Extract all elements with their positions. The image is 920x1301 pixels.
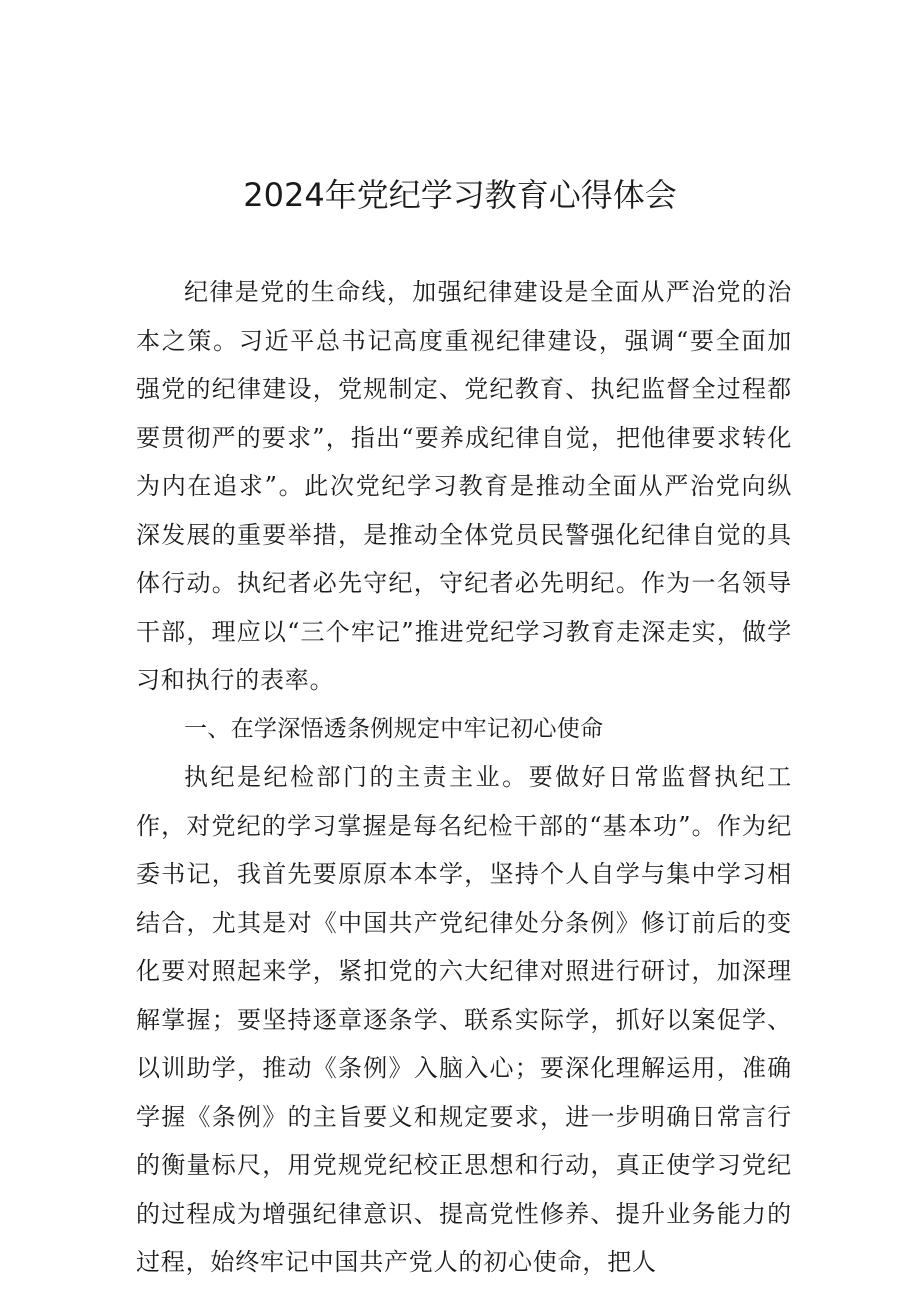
document-title: 2024年党纪学习教育心得体会	[243, 176, 677, 214]
intro-paragraph: 纪律是党的生命线，加强纪律建设是全面从严治党的治本之策。习近平总书记高度重视纪律建设，强调“要全面加强党的纪律建设，党规制定、党纪教育、执纪监督全过程都要贯彻严的要求”，指出“要养成纪律自觉，把他律要求转化为内在追求”。此次党纪学习教育是推动全面从严治党向纵深发展的重要举措，是推动全体党员民警强化纪律自觉的具体行动。执纪者必先守纪，守纪者必先明纪。作为一名领导干部，理应以“三个牢记”推进党纪学习教育走深走实，做学习和执行的表率。	[136, 278, 792, 694]
section-heading-1: 一、在学深悟透条例规定中牢记初心使命	[184, 715, 604, 742]
section-1-paragraph: 执纪是纪检部门的主责主业。要做好日常监督执纪工作，对党纪的学习掌握是每名纪检干部的“基本功”。作为纪委书记，我首先要原原本本学，坚持个人自学与集中学习相结合，尤其是对《中国共产党纪律处分条例》修订前后的变化要对照起来学，紧扣党的六大纪律对照进行研讨，加深理解掌握；要坚持逐章逐条学、联系实际学，抓好以案促学、以训助学，推动《条例》入脑入心；要深化理解运用，准确学握《条例》的主旨要义和规定要求，进一步明确日常言行的衡量标尺，用党规党纪校正思想和行动，真正使学习党纪的过程成为增强纪律意识、提高党性修养、提升业务能力的过程，始终牢记中国共产党人的初心使命，把人	[136, 763, 792, 1276]
document-body	[136, 268, 792, 1287]
